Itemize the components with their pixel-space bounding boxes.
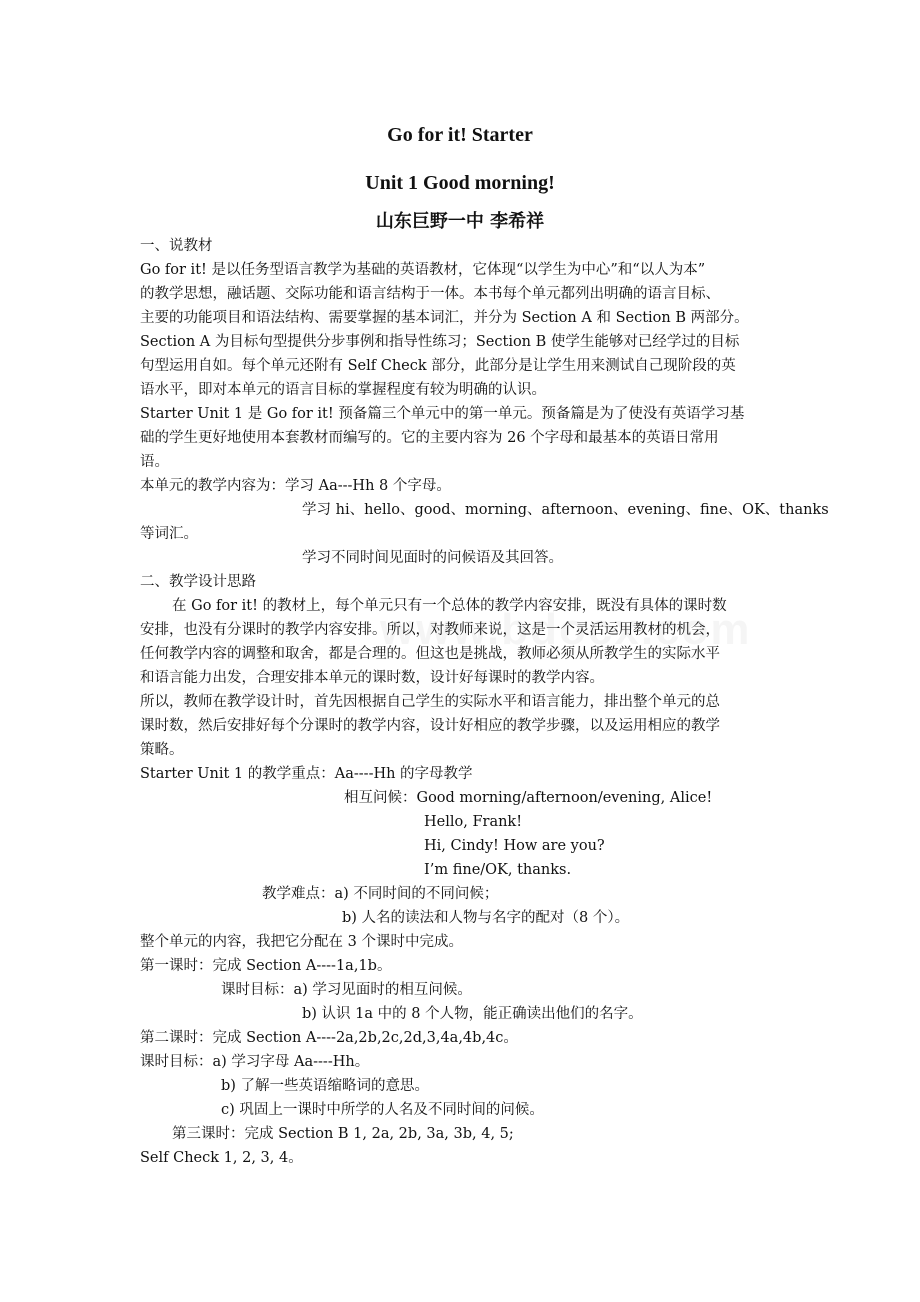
section-heading: 二、教学设计思路 bbox=[140, 574, 256, 590]
text-line: I’m fine/OK, thanks. bbox=[424, 862, 572, 878]
text-line: 相互问候：Good morning/afternoon/evening, Alice! bbox=[344, 790, 713, 806]
text-line: 第一课时：完成 Section A----1a,1b。 bbox=[140, 958, 392, 974]
text-line: 课时目标：a) 学习见面时的相互问候。 bbox=[221, 982, 472, 998]
text-line: 础的学生更好地使用本套教材而编写的。它的主要内容为 26 个字母和最基本的英语日常用 bbox=[140, 430, 719, 446]
text-line: 教学难点：a) 不同时间的不同问候； bbox=[262, 886, 499, 902]
text-line: 等词汇。 bbox=[140, 526, 198, 542]
unit-title: Unit 1 Good morning! bbox=[365, 172, 555, 194]
text-line: Section A 为目标句型提供分步事例和指导性练习；Section B 使学生能够对已经学过的目标 bbox=[140, 334, 740, 350]
text-line: 语。 bbox=[140, 454, 169, 470]
text-line: b) 人名的读法和人物与名字的配对（8 个）。 bbox=[342, 910, 630, 926]
text-line: 学习 hi、hello、good、morning、afternoon、evening、fine、OK、thanks bbox=[302, 502, 829, 518]
section-heading: 一、说教材 bbox=[140, 238, 213, 254]
text-line: 任何教学内容的调整和取舍，都是合理的。但这也是挑战，教师必须从所教学生的实际水平 bbox=[140, 646, 720, 662]
text-line: Go for it! 是以任务型语言教学为基础的英语教材，它体现“以学生为中心”和“以人为本” bbox=[140, 262, 706, 278]
text-line: 语水平，即对本单元的语言目标的掌握程度有较为明确的认识。 bbox=[140, 382, 546, 398]
text-line: b) 认识 1a 中的 8 个人物，能正确读出他们的名字。 bbox=[302, 1006, 643, 1022]
text-line: 所以，教师在教学设计时，首先因根据自己学生的实际水平和语言能力，排出整个单元的总 bbox=[140, 694, 720, 710]
text-line: b) 了解一些英语缩略词的意思。 bbox=[221, 1078, 430, 1094]
text-line: Starter Unit 1 的教学重点：Aa----Hh 的字母教学 bbox=[140, 766, 473, 782]
text-line: 安排，也没有分课时的教学内容安排。所以，对教师来说，这是一个灵活运用教材的机会， bbox=[140, 622, 720, 638]
text-line: 策略。 bbox=[140, 742, 184, 758]
text-line: 本单元的教学内容为：学习 Aa---Hh 8 个字母。 bbox=[140, 478, 451, 494]
text-line: 课时数，然后安排好每个分课时的教学内容，设计好相应的教学步骤，以及运用相应的教学 bbox=[140, 718, 720, 734]
text-line: 第三课时：完成 Section B 1, 2a, 2b, 3a, 3b, 4, 5; bbox=[172, 1126, 514, 1142]
text-line: c) 巩固上一课时中所学的人名及不同时间的问候。 bbox=[221, 1102, 544, 1118]
text-line: 句型运用自如。每个单元还附有 Self Check 部分，此部分是让学生用来测试自己现阶段的英 bbox=[140, 358, 736, 374]
text-line: Hi, Cindy! How are you? bbox=[424, 838, 605, 854]
text-line: Self Check 1, 2, 3, 4。 bbox=[140, 1150, 303, 1166]
text-line: 第二课时：完成 Section A----2a,2b,2c,2d,3,4a,4b,4c。 bbox=[140, 1030, 518, 1046]
text-line: 的教学思想，融话题、交际功能和语言结构于一体。本书每个单元都列出明确的语言目标、 bbox=[140, 286, 720, 302]
text-line: 和语言能力出发，合理安排本单元的课时数，设计好每课时的教学内容。 bbox=[140, 670, 604, 686]
document-title: Go for it! Starter bbox=[387, 124, 533, 146]
text-line: 学习不同时间见面时的问候语及其回答。 bbox=[302, 550, 563, 566]
text-line: 在 Go for it! 的教材上，每个单元只有一个总体的教学内容安排，既没有具体的课时数 bbox=[172, 598, 727, 614]
text-line: 整个单元的内容，我把它分配在 3 个课时中完成。 bbox=[140, 934, 463, 950]
text-line: 课时目标：a) 学习字母 Aa----Hh。 bbox=[140, 1054, 370, 1070]
text-line: Starter Unit 1 是 Go for it! 预备篇三个单元中的第一单元。预备篇是为了使没有英语学习基 bbox=[140, 406, 745, 422]
author-line: 山东巨野一中 李希祥 bbox=[375, 211, 545, 232]
text-line: 主要的功能项目和语法结构、需要掌握的基本词汇，并分为 Section A 和 Section B 两部分。 bbox=[140, 310, 749, 326]
text-line: Hello, Frank! bbox=[424, 814, 523, 830]
